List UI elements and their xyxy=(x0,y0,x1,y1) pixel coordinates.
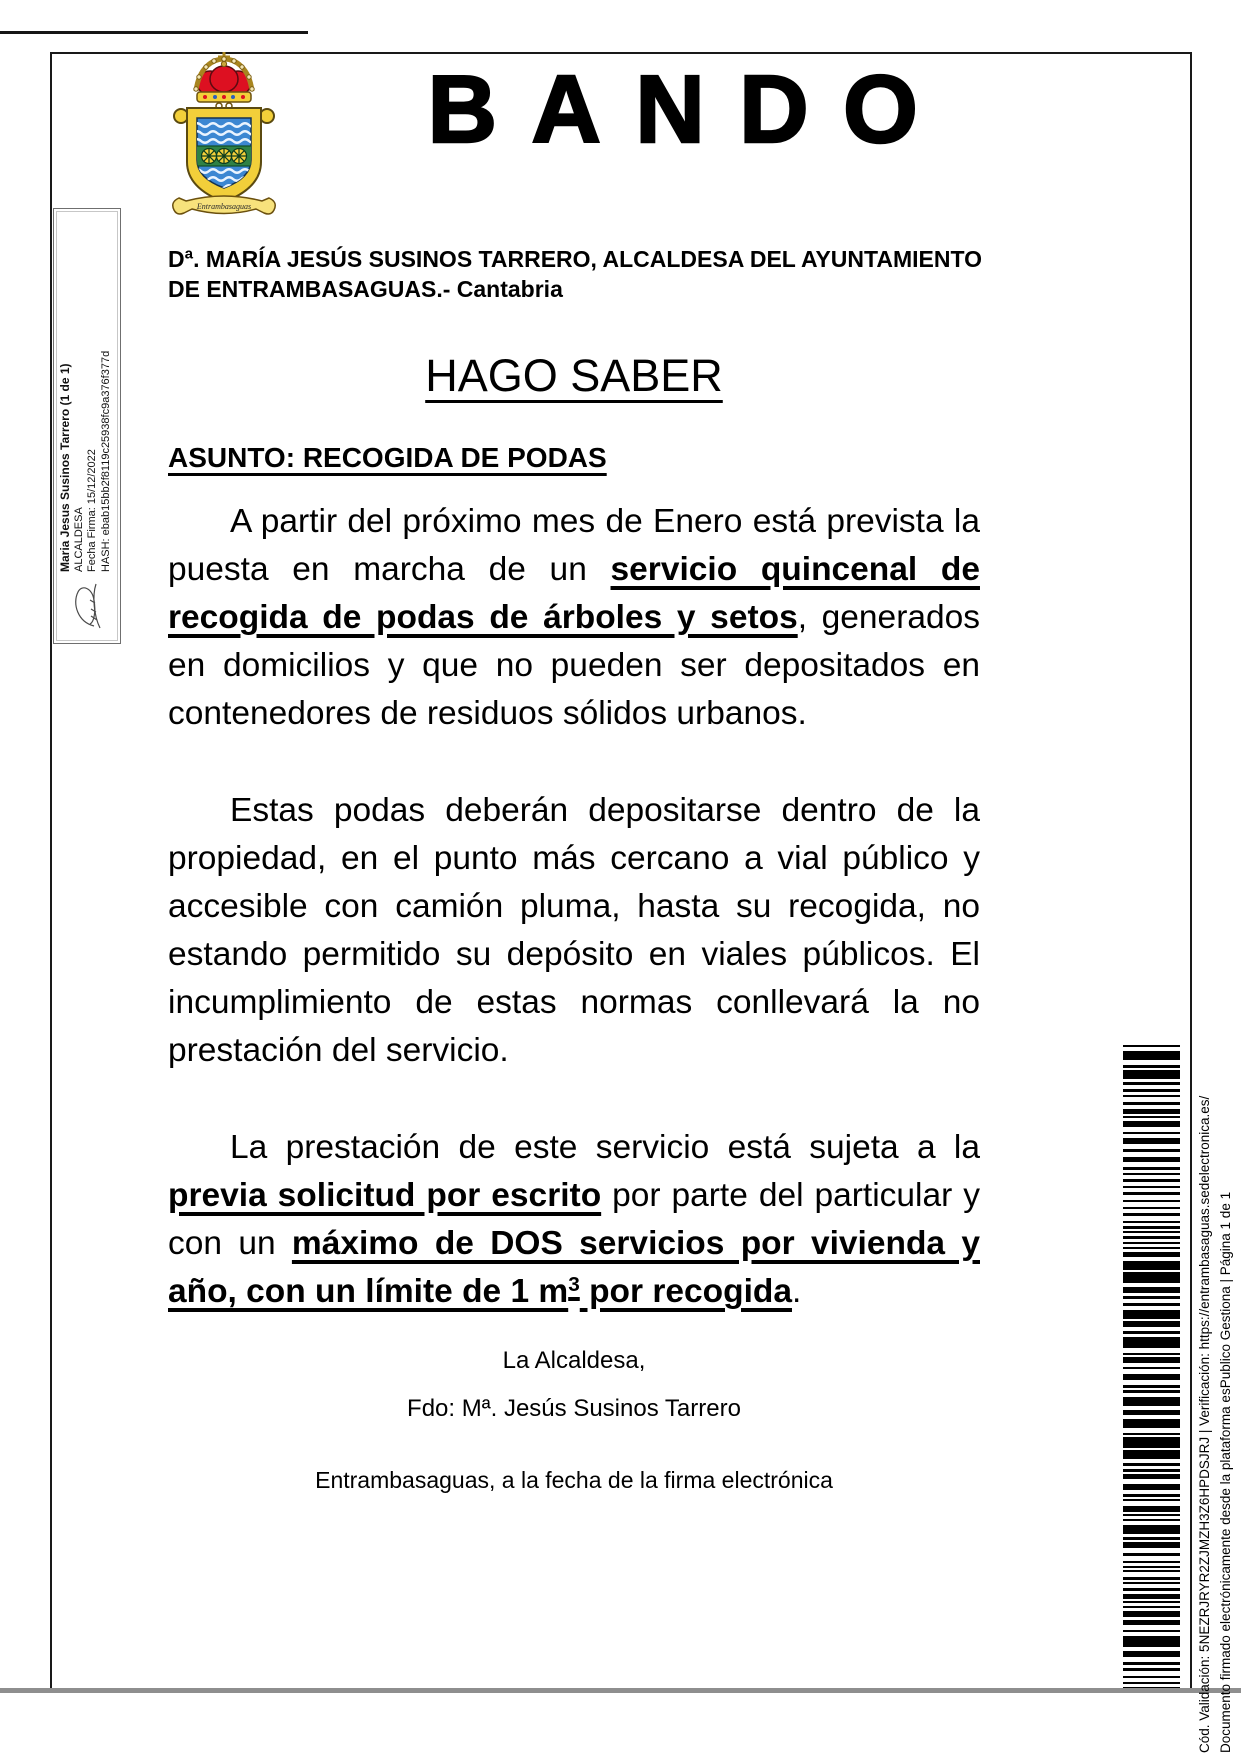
barcode-bar xyxy=(1123,1553,1180,1556)
verification-footer xyxy=(1194,875,1240,1753)
stamp-signature-date: Fecha Firma: 15/12/2022 xyxy=(86,449,98,572)
barcode-bar xyxy=(1123,1630,1180,1632)
barcode-bar xyxy=(1123,1173,1180,1175)
barcode-bar xyxy=(1123,1537,1180,1540)
barcode-bar xyxy=(1123,1566,1180,1568)
barcode-bar xyxy=(1123,1331,1180,1334)
stamp-signer-role: ALCALDESA xyxy=(72,507,85,572)
barcode-bar xyxy=(1123,1588,1180,1591)
barcode-bar xyxy=(1123,1474,1180,1479)
barcode-bar xyxy=(1123,1261,1180,1270)
barcode-bar xyxy=(1123,1506,1180,1512)
barcode-bar xyxy=(1123,1367,1180,1369)
hago-saber-heading xyxy=(168,348,980,404)
barcode-bar xyxy=(1123,1070,1180,1079)
barcode-bar xyxy=(1123,1310,1180,1319)
issuer-header-line2: DE ENTRAMBASAGUAS.- Cantabria xyxy=(168,276,563,302)
signature-name: Fdo: Mª. Jesús Susinos Tarrero xyxy=(407,1395,741,1422)
barcode-bar xyxy=(1123,1167,1180,1170)
barcode-bar xyxy=(1123,1179,1180,1182)
barcode-bar xyxy=(1123,1676,1180,1678)
barcode-bar xyxy=(1123,1594,1180,1599)
top-scan-line xyxy=(0,31,308,34)
barcode-bar xyxy=(1123,1419,1180,1428)
barcode-bar xyxy=(1123,1337,1180,1348)
stamp-hash: HASH: ebab15bb2f8119c25938fc9a376f377d xyxy=(99,350,112,572)
paragraph-segment: . xyxy=(791,1273,802,1310)
barcode-bar xyxy=(1123,1611,1180,1617)
barcode-bar xyxy=(1123,1662,1180,1665)
paragraph-segment: La prestación de este servicio está sujeta a la xyxy=(230,1129,980,1166)
paragraph-segment: previa solicitud por escrito xyxy=(168,1177,602,1214)
barcode-bar xyxy=(1123,1045,1180,1047)
barcode-bar xyxy=(1123,1397,1180,1406)
signature-place-date: Entrambasaguas, a la fecha de la firma electrónica xyxy=(315,1467,833,1493)
barcode-bar xyxy=(1123,1252,1180,1257)
paragraph-segment: Estas podas deberán depositarse dentro de la propiedad, en el punto más cercano a vial público y accesible con camión pluma, hasta su recogida, no estando permitido su depósito en viales públicos. El incumplimiento de estas normas conllevará la no prestación del servicio. xyxy=(168,792,980,1069)
entrambasaguas-coat-of-arms xyxy=(163,50,285,218)
barcode-bar xyxy=(1123,1272,1180,1283)
barcode-bar xyxy=(1123,1231,1180,1233)
barcode-bar xyxy=(1123,1582,1180,1584)
digital-signature-stamp xyxy=(53,208,121,644)
stamp-signer-name: Maria Jesus Susinos Tarrero (1 de 1) xyxy=(58,363,72,572)
barcode-bar xyxy=(1123,1287,1180,1293)
barcode-bar xyxy=(1123,1484,1180,1490)
paragraph-segment: A partir del próximo mes de Enero está prevista la puesta en marcha de un xyxy=(168,503,980,588)
barcode-bar xyxy=(1123,1494,1180,1497)
barcode-bar xyxy=(1123,1296,1180,1299)
barcode-bar xyxy=(1123,1390,1180,1393)
paragraph-segment: , generados en domicilios y que no pueden ser depositados en contenedores de residuos sólidos urbanos. xyxy=(168,599,980,732)
barcode-bar xyxy=(1123,1687,1180,1688)
gestiona-platform-line: Documento firmado electrónicamente desde la plataforma esPublico Gestiona | Página 1 de 1 xyxy=(1218,1191,1233,1753)
barcode-bar xyxy=(1123,1102,1180,1105)
barcode-bar xyxy=(1123,1051,1180,1060)
barcode-bar xyxy=(1123,1303,1180,1306)
hago-saber-text: HAGO SABER xyxy=(425,350,723,401)
barcode-bar xyxy=(1123,1116,1180,1118)
barcode-bar xyxy=(1123,1385,1180,1388)
barcode-bar xyxy=(1123,1636,1180,1647)
barcode-bar xyxy=(1123,1207,1180,1209)
barcode-bar xyxy=(1123,1242,1180,1244)
paragraph-segment: 3 xyxy=(568,1272,580,1296)
body-paragraphs xyxy=(168,498,980,1365)
barcode-bar xyxy=(1123,1570,1180,1572)
barcode-bar xyxy=(1123,1437,1180,1448)
barcode-bar xyxy=(1123,1668,1180,1671)
barcode-bar xyxy=(1123,1433,1180,1435)
shield-icon xyxy=(174,108,274,202)
wheel-icons xyxy=(202,149,247,164)
barcode-bar xyxy=(1123,1121,1180,1127)
barcode-bar xyxy=(1123,1200,1180,1202)
barcode-bar xyxy=(1123,1149,1180,1152)
barcode-bar xyxy=(1123,1095,1180,1097)
barcode-bar xyxy=(1123,1514,1180,1516)
barcode-bar xyxy=(1123,1321,1180,1327)
banner-text: Entrambasaguas xyxy=(196,202,252,211)
barcode-bar xyxy=(1123,1247,1180,1249)
barcode-bar xyxy=(1123,1561,1180,1563)
barcode-bar xyxy=(1123,1082,1180,1085)
barcode-bar xyxy=(1123,1089,1180,1092)
barcode-bar xyxy=(1123,1463,1180,1466)
barcode-bar xyxy=(1123,1109,1180,1114)
barcode-bar xyxy=(1123,1357,1180,1363)
barcode-bar xyxy=(1123,1469,1180,1472)
barcode-bar xyxy=(1123,1186,1180,1188)
barcode-bar xyxy=(1123,1353,1180,1355)
barcode-bar xyxy=(1123,1374,1180,1380)
barcode-bar xyxy=(1123,1577,1180,1580)
barcode-bar xyxy=(1123,1065,1180,1068)
barcode-bar xyxy=(1123,1651,1180,1657)
barcode-bar xyxy=(1123,1525,1180,1534)
verification-code-line: Cód. Validación: 5NEZRJRYR2ZJMZH3Z6HPDSJRJ | Verificación: https://entrambasaguas.sedelectronica.es/ xyxy=(1197,1095,1212,1753)
document-title: BANDO xyxy=(427,56,953,163)
paragraph xyxy=(168,1124,980,1316)
barcode-bar xyxy=(1123,1157,1180,1162)
barcode-bar xyxy=(1123,1601,1180,1603)
handwritten-signature-icon xyxy=(64,582,108,630)
barcode-bar xyxy=(1123,1606,1180,1608)
signature-role: La Alcaldesa, xyxy=(502,1347,646,1374)
paragraph xyxy=(168,498,980,738)
subject-heading: ASUNTO: RECOGIDA DE PODAS xyxy=(168,442,607,473)
barcode-bar xyxy=(1123,1410,1180,1415)
stamp-text xyxy=(59,351,113,572)
verification-footer-rotated xyxy=(1194,875,1240,1753)
barcode-bar xyxy=(1123,1499,1180,1501)
paragraph-segment: por parte del particular y con un xyxy=(168,1177,981,1262)
barcode-bar xyxy=(1123,1450,1180,1459)
barcode-bar xyxy=(1123,1213,1180,1216)
barcode-bar xyxy=(1123,1542,1180,1548)
banner-scroll-icon xyxy=(173,196,275,214)
barcode-bar xyxy=(1123,1519,1180,1521)
barcode-bar xyxy=(1123,1138,1180,1144)
stamp-rotated-content xyxy=(57,212,115,638)
barcode-bar xyxy=(1123,1682,1180,1684)
bottom-grey-rule xyxy=(0,1688,1241,1693)
barcode xyxy=(1123,1045,1180,1688)
barcode-bar xyxy=(1123,1620,1180,1625)
paragraph-segment: servicio quincenal de recogida de podas de árboles y setos xyxy=(168,551,980,636)
crown-icon xyxy=(194,52,254,109)
paragraph-segment: por recogida xyxy=(579,1273,792,1310)
paragraph-segment: máximo de DOS servicios por vivienda y año, con un límite de 1 m xyxy=(168,1225,980,1310)
issuer-header-line1: Dª. MARÍA JESÚS SUSINOS TARRERO, ALCALDESA DEL AYUNTAMIENTO xyxy=(168,246,983,272)
issuer-header xyxy=(168,244,1008,304)
paragraph xyxy=(168,787,980,1075)
barcode-bar xyxy=(1123,1226,1180,1229)
barcode-bar xyxy=(1123,1236,1180,1239)
barcode-bar xyxy=(1123,1132,1180,1134)
barcode-bar xyxy=(1123,1192,1180,1195)
barcode-bar xyxy=(1123,1221,1180,1223)
